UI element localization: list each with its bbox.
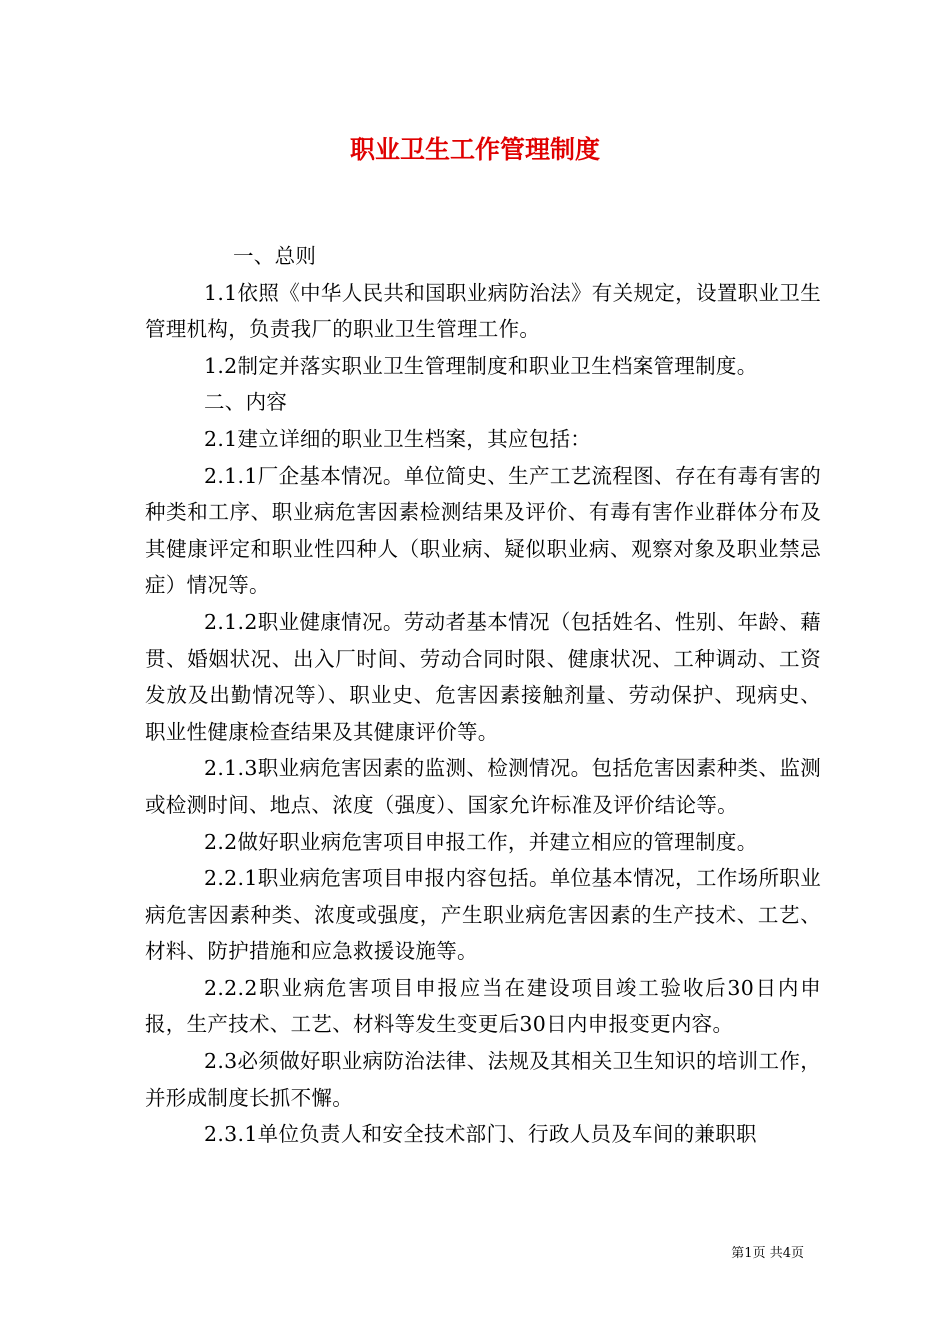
paragraph-2-3: 2.3必须做好职业病防治法律、法规及其相关卫生知识的培训工作，并形成制度长抓不懈。	[145, 1049, 821, 1110]
footer-prefix: 第	[731, 1246, 745, 1261]
paragraph-2-1: 2.1建立详细的职业卫生档案，其应包括：	[204, 426, 592, 451]
footer-total-pages: 4	[782, 1246, 791, 1261]
paragraph-2-3-1: 2.3.1单位负责人和安全技术部门、行政人员及车间的兼职职	[204, 1122, 757, 1147]
paragraph-1-2: 1.2制定并落实职业卫生管理制度和职业卫生档案管理制度。	[204, 353, 758, 378]
section-heading-general: 一、总则	[233, 244, 317, 268]
paragraph-2-1-3: 2.1.3职业病危害因素的监测、检测情况。包括危害因素种类、监测或检测时间、地点、浓度（强度）、国家允许标准及评价结论等。	[145, 756, 821, 817]
paragraph-2-1-1: 2.1.1厂企基本情况。单位简史、生产工艺流程图、存在有毒有害的种类和工序、职业病危害因素检测结果及评价、有毒有害作业群体分布及其健康评定和职业性四种人（职业病、疑似职业病、观察对象及职业禁忌症）情况等。	[145, 463, 821, 598]
footer-suffix: 页	[790, 1246, 804, 1261]
paragraph-2-2-2: 2.2.2职业病危害项目申报应当在建设项目竣工验收后30日内申报，生产技术、工艺、材料等发生变更后30日内申报变更内容。	[145, 975, 821, 1037]
page-title: 职业卫生工作管理制度	[349, 135, 600, 164]
paragraph-2-2: 2.2做好职业病危害项目申报工作，并建立相应的管理制度。	[204, 829, 758, 854]
footer-middle: 页 共	[752, 1246, 783, 1261]
section-heading-content: 二、内容	[204, 390, 288, 415]
page-footer	[731, 1245, 804, 1263]
paragraph-1-1: 1.1依照《中华人民共和国职业病防治法》有关规定，设置职业卫生管理机构，负责我厂的职业卫生管理工作。	[145, 280, 821, 342]
document-body	[145, 238, 821, 1153]
paragraph-2-2-1: 2.2.1职业病危害项目申报内容包括。单位基本情况，工作场所职业病危害因素种类、浓度或强度，产生职业病危害因素的生产技术、工艺、材料、防护措施和应急救援设施等。	[145, 866, 821, 964]
footer-current-page: 1	[744, 1246, 753, 1261]
paragraph-2-1-2: 2.1.2职业健康情况。劳动者基本情况（包括姓名、性别、年龄、藉贯、婚姻状况、出入厂时间、劳动合同时限、健康状况、工种调动、工资发放及出勤情况等）、职业史、危害因素接触剂量、劳动保护、现病史、职业性健康检查结果及其健康评价等。	[145, 609, 821, 744]
